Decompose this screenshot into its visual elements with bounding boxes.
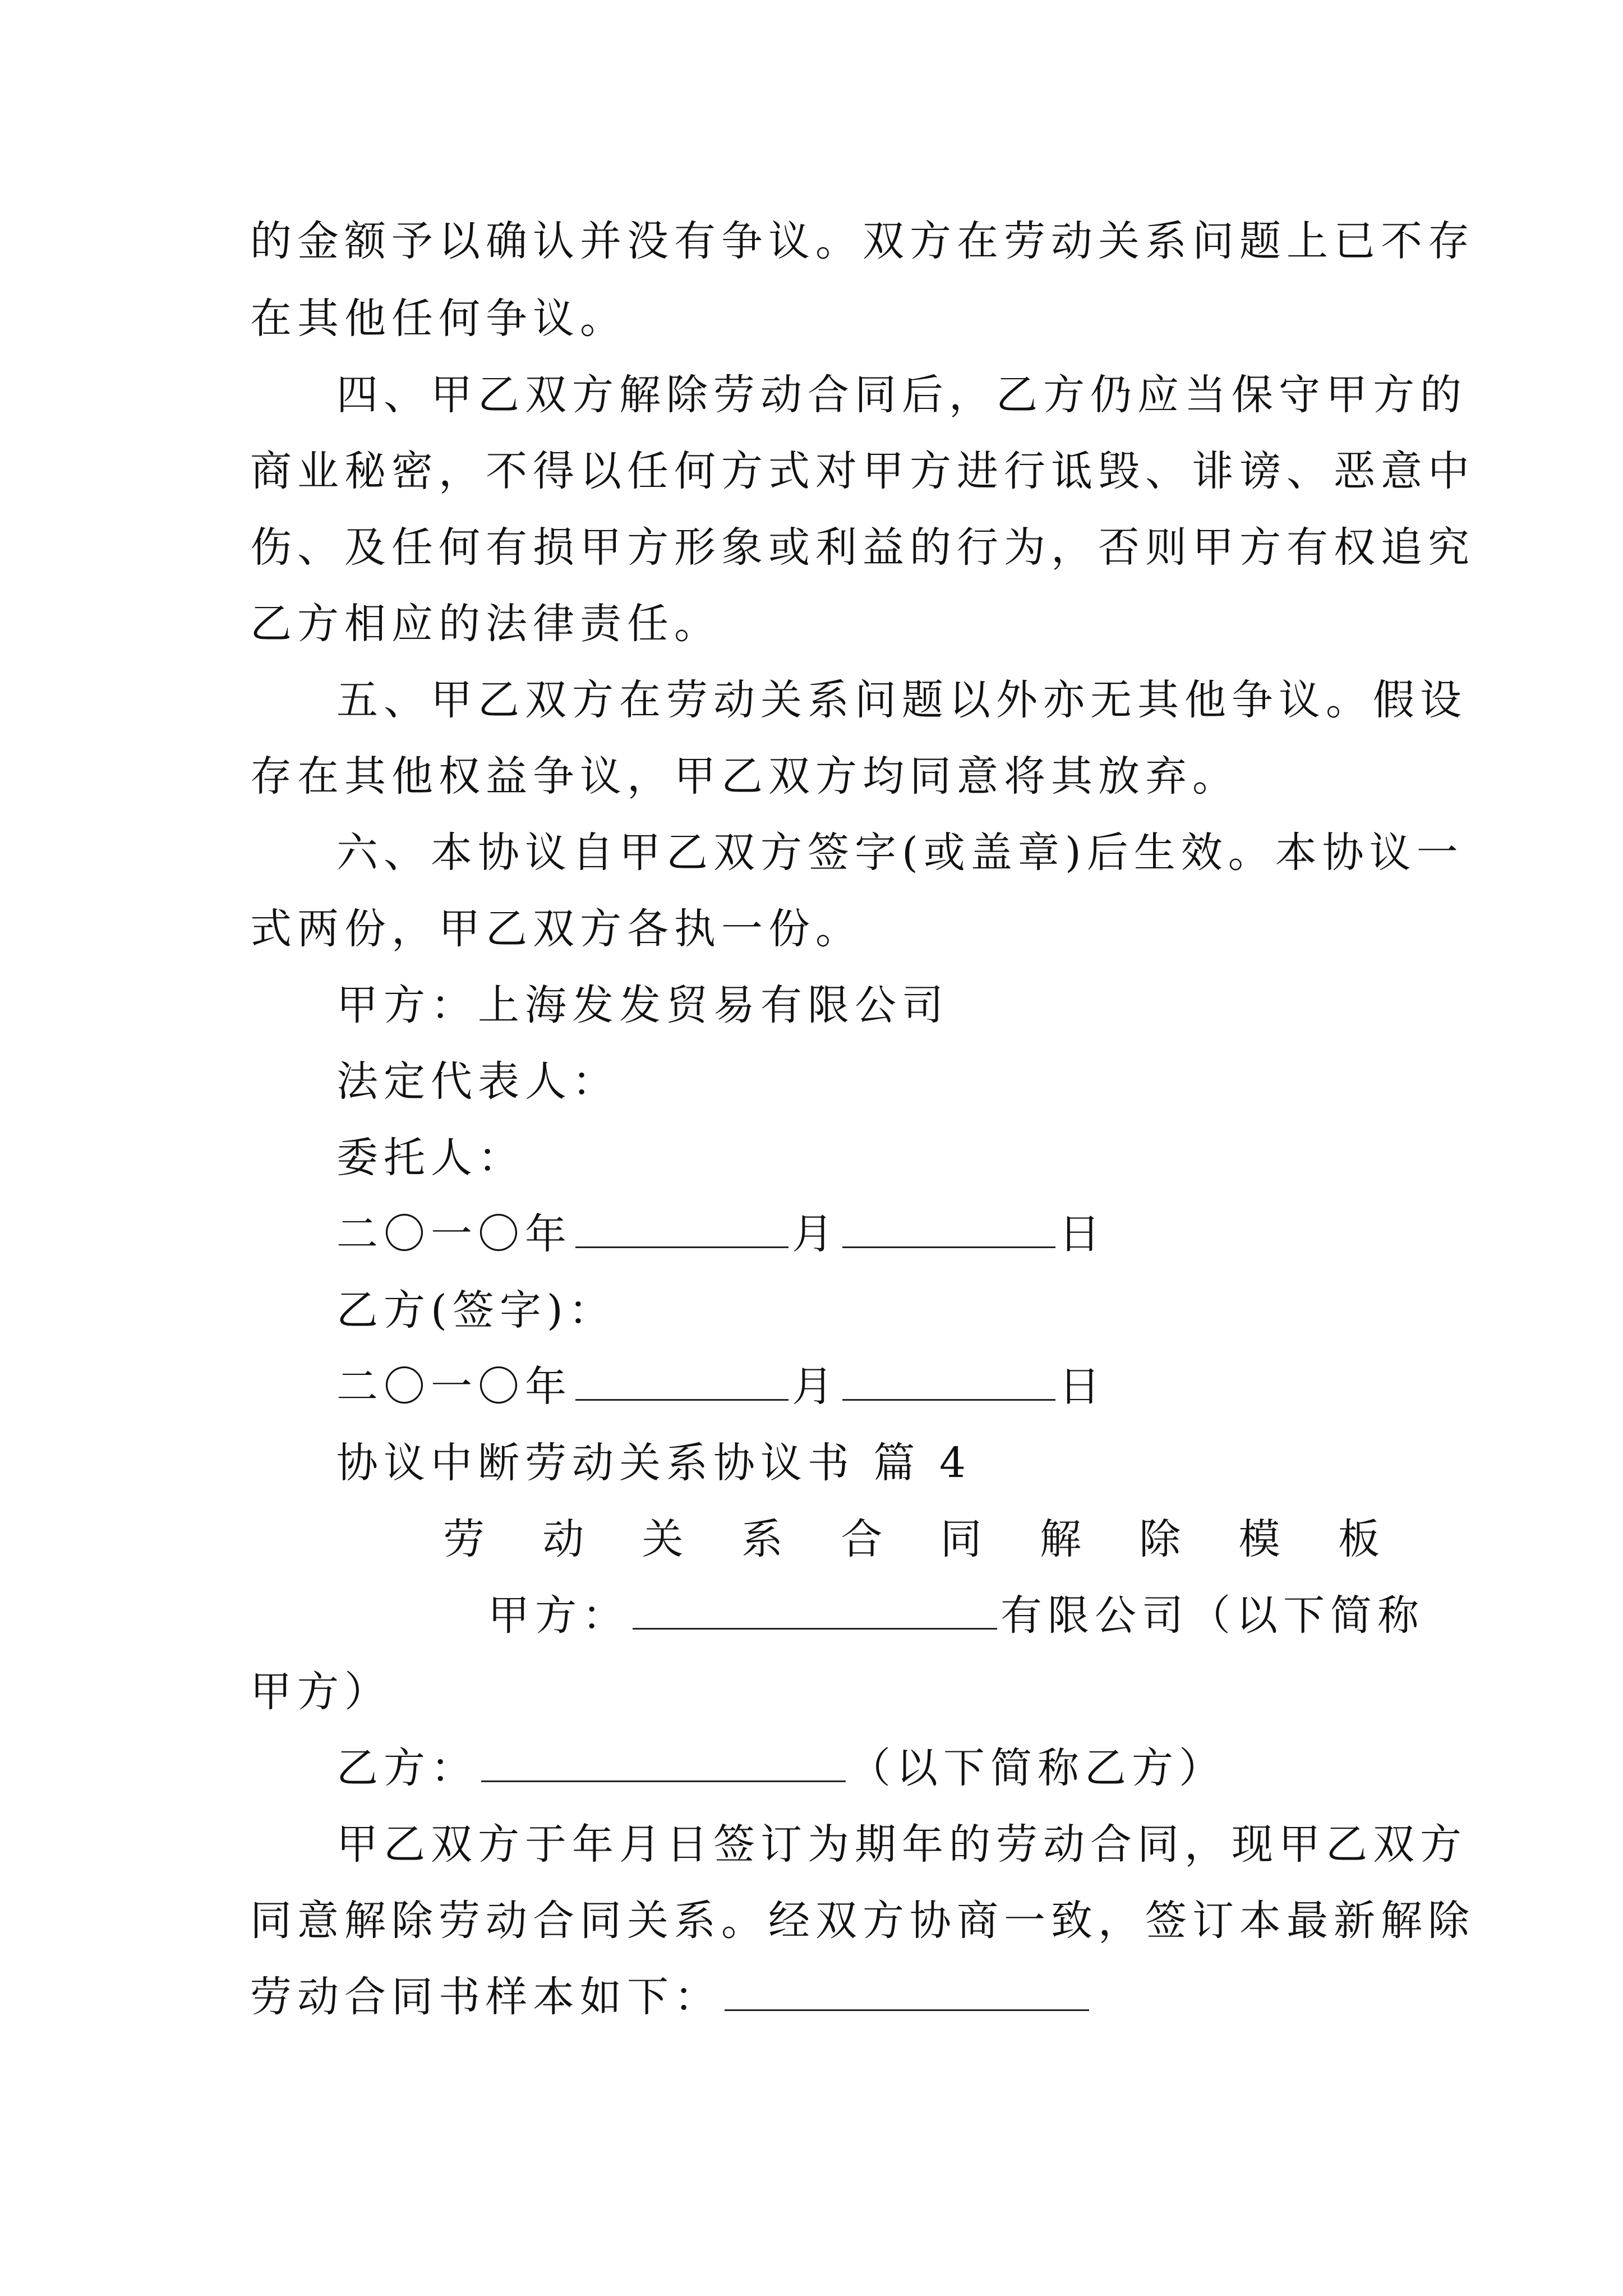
title-char: 模 — [1238, 1515, 1280, 1563]
paragraph-line: 商业秘密，不得以任何方式对甲方进行诋毁、诽谤、恶意中 — [250, 447, 1475, 495]
day-blank — [842, 1212, 1055, 1248]
date-month: 月 — [792, 1210, 839, 1258]
paragraph-line: 在其他任何争议。 — [250, 295, 627, 343]
paragraph-line: 伤、及任何有损甲方形象或利益的行为，否则甲方有权追究 — [250, 523, 1475, 572]
paragraph-line: 乙方相应的法律责任。 — [250, 600, 721, 648]
title-char: 系 — [741, 1515, 783, 1563]
legal-representative-label: 法定代表人： — [336, 1057, 619, 1106]
title-char: 动 — [542, 1515, 584, 1563]
party-a-label: 甲方： — [488, 1591, 629, 1640]
paragraph-line: 甲方） — [250, 1668, 391, 1716]
party-b-suffix: （以下简称乙方） — [849, 1744, 1226, 1792]
clause-four-line: 四、甲乙双方解除劳动合同后，乙方仍应当保守甲方的 — [336, 371, 1467, 419]
party-b-signature-label: 乙方(签字)： — [336, 1286, 616, 1335]
sample-line — [250, 1970, 1092, 2024]
paragraph-line: 式两份，甲乙双方各执一份。 — [250, 905, 863, 953]
section-title — [443, 1512, 1380, 1566]
paragraph-line: 同意解除劳动合同关系。经双方协商一致，签订本最新解除 — [250, 1897, 1475, 1945]
title-char: 劳 — [443, 1515, 485, 1563]
clause-six-line: 六、本协议自甲乙双方签字(或盖章)后生效。本协议一 — [336, 829, 1464, 877]
title-char: 关 — [642, 1515, 684, 1563]
party-a-line — [488, 1589, 1424, 1642]
title-char: 同 — [940, 1515, 982, 1563]
date-month: 月 — [792, 1363, 839, 1411]
agreement-paragraph-line: 甲乙双方于年月日签订为期年的劳动合同，现甲乙双方 — [336, 1820, 1467, 1869]
party-a-suffix: 有限公司（以下简称 — [1000, 1591, 1424, 1640]
sample-blank — [725, 1975, 1089, 2011]
party-a-company: 甲方：上海发发贸易有限公司 — [336, 981, 949, 1029]
clause-five-line: 五、甲乙双方在劳动关系问题以外亦无其他争议。假设 — [336, 676, 1467, 724]
date-year: 二〇一〇年 — [336, 1210, 572, 1258]
date-line-party-a — [336, 1207, 1106, 1261]
title-char: 除 — [1139, 1515, 1181, 1563]
title-char: 解 — [1039, 1515, 1081, 1563]
month-blank — [575, 1212, 789, 1248]
section-heading: 协议中断劳动关系协议书 篇 4 — [336, 1439, 972, 1487]
sample-label: 劳动合同书样本如下： — [250, 1973, 721, 2021]
paragraph-line: 的金额予以确认并没有争议。双方在劳动关系问题上已不存 — [250, 217, 1475, 265]
date-day: 日 — [1059, 1210, 1106, 1258]
paragraph-line: 存在其他权益争议，甲乙双方均同意将其放弃。 — [250, 752, 1239, 800]
party-b-label: 乙方： — [336, 1744, 478, 1792]
party-b-blank — [481, 1746, 846, 1782]
party-a-blank — [633, 1593, 997, 1630]
month-blank — [575, 1364, 789, 1401]
date-line-party-b — [336, 1360, 1106, 1414]
date-year: 二〇一〇年 — [336, 1363, 572, 1411]
title-char: 合 — [841, 1515, 883, 1563]
agent-label: 委托人： — [336, 1134, 525, 1182]
day-blank — [842, 1364, 1055, 1401]
date-day: 日 — [1059, 1363, 1106, 1411]
title-char: 板 — [1338, 1515, 1380, 1563]
party-b-line — [336, 1741, 1226, 1795]
